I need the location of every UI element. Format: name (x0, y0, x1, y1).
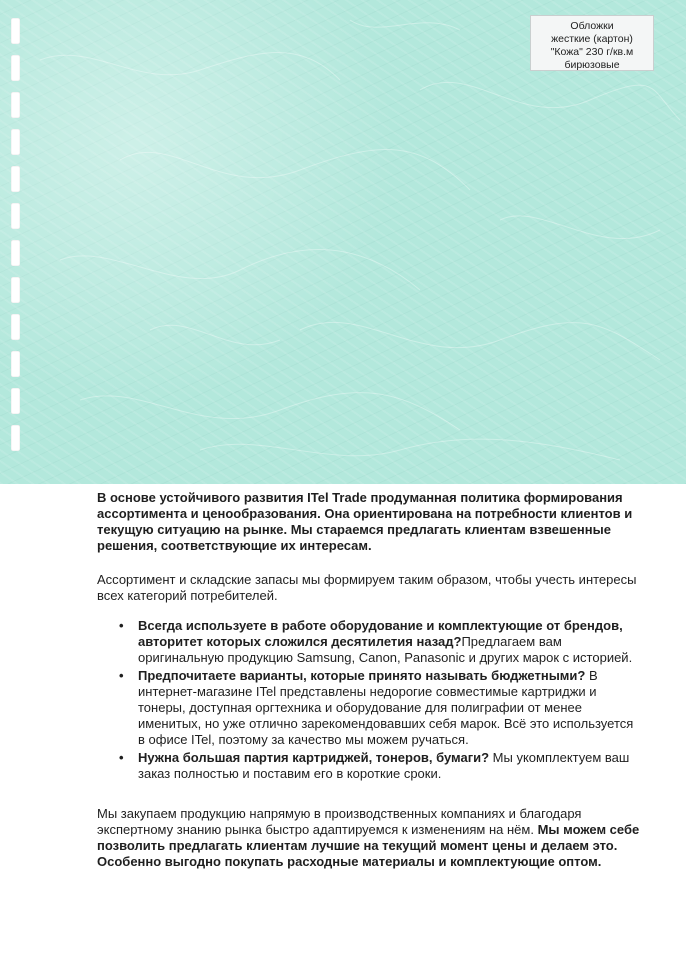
bullet-text: Предлагаем вам оригинальную продукцию Samsung, Canon, Panasonic и других марок с историей. (138, 634, 633, 665)
list-item (97, 668, 642, 748)
list-item (97, 750, 642, 782)
bullet-icon: • (119, 668, 124, 683)
leather-texture (0, 0, 686, 484)
label-line: бирюзовые (564, 59, 620, 71)
bullet-icon: • (119, 618, 124, 633)
binding-holes (11, 18, 23, 468)
body-text (97, 490, 642, 870)
label-line: жесткие (картон) (551, 33, 633, 45)
label-line: "Кожа" 230 г/кв.м (550, 46, 634, 58)
bullet-bold: Нужна большая партия картриджей, тонеров, бумаги? (138, 750, 490, 765)
bullet-bold: Предпочитаете варианты, которые принято называть бюджетными? (138, 668, 586, 683)
bullet-list (97, 618, 642, 782)
assortment-paragraph: Ассортимент и складские запасы мы формируем таким образом, чтобы учесть интересы всех категорий потребителей. (97, 572, 637, 603)
intro-paragraph: В основе устойчивого развития ITel Trade продуманная политика формирования ассортимента и ценообразования. Она ориентирована на потребности клиентов и текущую ситуацию на рынке. Мы стараемся предлагать клиентам взвешенные решения, соответствующие их интересам. (97, 490, 633, 553)
closing-bold: Мы можем себе позволить предлагать клиентам лучшие на текущий момент цены и делаем это. Особенно выгодно покупать расходные материалы и комплектующие оптом. (97, 822, 640, 869)
product-label (530, 15, 654, 71)
bullet-text: Мы укомплектуем ваш заказ полностью и поставим его в короткие сроки. (138, 750, 630, 781)
bullet-text: В интернет-магазине ITel представлены недорогие совместимые картриджи и тонеры, доступная оргтехника и оборудование для полиграфии от менее именитых, но уже отлично зарекомендовавших себя марок. Всё это используется в офисе ITel, поэтому за качество мы можем ручаться. (138, 668, 634, 747)
bullet-icon: • (119, 750, 124, 765)
label-line: Обложки (570, 20, 614, 32)
closing-text: Мы закупаем продукцию напрямую в производственных компаниях и благодаря экспертному знанию рынка быстро адаптируемся к изменениям на нём. (97, 806, 582, 837)
cover-sample (0, 0, 686, 484)
list-item (97, 618, 642, 666)
bullet-bold: Всегда используете в работе оборудование и комплектующие от брендов, авторитет которых сложился десятилетия назад? (138, 618, 623, 649)
closing-paragraph (97, 806, 642, 870)
